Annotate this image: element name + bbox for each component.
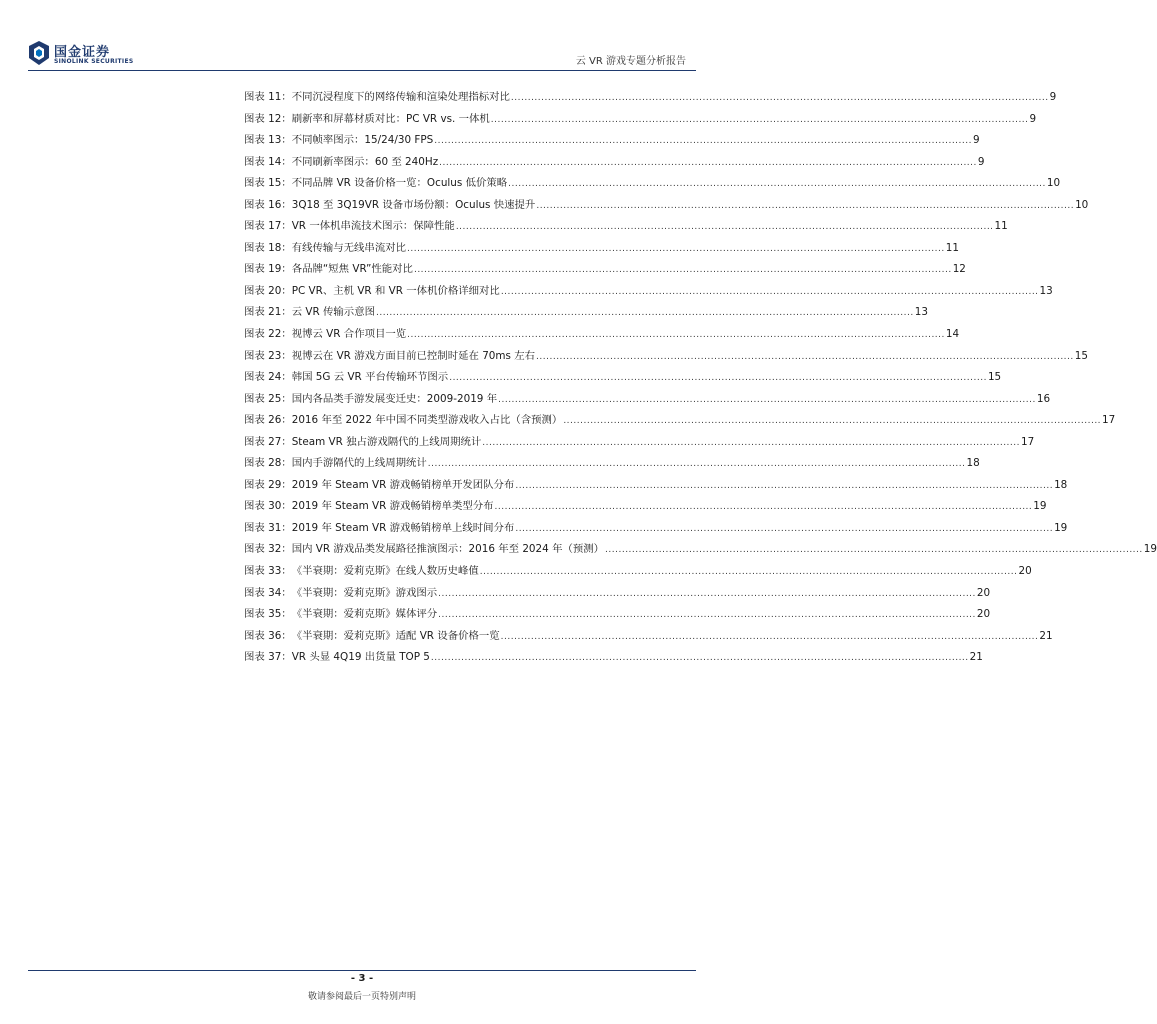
toc-leader-dots [491,115,1029,125]
toc-entry[interactable] [244,239,959,261]
toc-leader-dots [482,438,1020,448]
toc-entry-label: 图表 32： [244,543,292,556]
toc-leader-dots [501,632,1039,642]
toc-entry-title: 云 VR 传输示意图 [291,306,375,319]
toc-entry[interactable] [244,217,1008,239]
toc-entry-page: 9 [972,134,980,147]
toc-entry-page: 11 [994,220,1008,233]
toc-entry-title: 国内手游隔代的上线周期统计 [291,457,427,470]
toc-entry-title: 《半衰期：爱莉克斯》游戏图示 [291,586,438,599]
toc-entry[interactable] [244,627,1053,649]
toc-entry[interactable] [244,88,1057,110]
toc-entry-page: 17 [1021,435,1035,448]
toc-entry-label: 图表 30： [244,500,292,513]
toc-entry-page: 20 [1018,565,1032,578]
toc-leader-dots [515,481,1053,491]
toc-entry-title: 视博云 VR 合作项目一览 [291,328,407,341]
toc-entry[interactable] [244,347,1088,369]
toc-entry-label: 图表 28： [244,457,292,470]
toc-entry-page: 15 [1074,349,1088,362]
toc-entry-title: 各品牌“短焦 VR”性能对比 [291,263,413,276]
toc-entry[interactable] [244,174,1061,196]
toc-leader-dots [456,222,994,232]
toc-entry-title: 3Q18 至 3Q19VR 设备市场份额：Oculus 快速提升 [291,198,536,211]
toc-leader-dots [563,416,1101,426]
toc-entry-title: 2019 年 Steam VR 游戏畅销榜单开发团队分布 [291,478,515,491]
toc-leader-dots [414,265,952,275]
toc-entry[interactable] [244,110,1037,132]
toc-entry-title: PC VR、主机 VR 和 VR 一体机价格详细对比 [291,284,500,297]
toc-entry[interactable] [244,540,1157,562]
toc-leader-dots [536,352,1074,362]
toc-entry[interactable] [244,584,991,606]
toc-entry-page: 14 [945,328,960,341]
toc-entry-page: 19 [1143,543,1157,556]
toc-entry[interactable] [244,497,1047,519]
toc-entry-label: 图表 36： [244,629,292,642]
toc-entry[interactable] [244,303,928,325]
toc-entry-page: 9 [1049,91,1057,103]
footer-divider [28,970,696,971]
toc-entry-title: 韩国 5G 云 VR 平台传输环节图示 [291,371,449,384]
toc-entry[interactable] [244,411,1116,433]
toc-entry-title: VR 头显 4Q19 出货量 TOP 5 [291,651,430,664]
toc-entry-title: 有线传输与无线串流对比 [291,241,406,254]
toc-leader-dots [536,201,1074,211]
toc-entry[interactable] [244,131,980,153]
toc-entry-title: 2019 年 Steam VR 游戏畅销榜单类型分布 [291,500,494,513]
toc-leader-dots [439,158,977,168]
toc-leader-dots [407,330,945,340]
toc-entry-label: 图表 14： [244,155,292,168]
toc-entry-title: 国内 VR 游戏品类发展路径推演图示：2016 年至 2024 年（预测） [291,543,605,556]
toc-entry[interactable] [244,325,960,347]
toc-leader-dots [431,653,969,663]
toc-entry-page: 11 [945,241,959,254]
figure-list [244,88,1157,670]
toc-entry-title: 《半衰期：爱莉克斯》在线人数历史峰值 [291,565,479,578]
toc-entry-label: 图表 33： [244,565,292,578]
toc-entry-label: 图表 16： [244,198,292,211]
toc-entry-title: 不同帧率图示：15/24/30 FPS [291,134,434,147]
toc-entry[interactable] [244,153,985,175]
toc-entry-page: 18 [1054,478,1068,491]
toc-entry-label: 图表 22： [244,328,292,341]
toc-entry-title: 《半衰期：爱莉克斯》媒体评分 [291,608,438,621]
toc-entry-label: 图表 18： [244,241,292,254]
toc-entry-title: 刷新率和屏幕材质对比：PC VR vs. 一体机 [291,112,490,125]
toc-leader-dots [428,459,966,469]
toc-entry[interactable] [244,562,1032,584]
toc-entry-label: 图表 27： [244,435,292,448]
toc-leader-dots [407,244,945,254]
toc-entry-title: VR 一体机串流技术图示：保障性能 [291,220,455,233]
header-divider [28,70,696,71]
page-number: - 3 - [350,973,374,984]
toc-entry-page: 20 [976,586,991,599]
toc-entry[interactable] [244,390,1051,412]
toc-entry-label: 图表 19： [244,263,292,276]
toc-leader-dots [376,308,914,318]
toc-entry-label: 图表 29： [244,478,292,491]
toc-entry-label: 图表 11： [244,91,292,103]
page-header [0,0,724,80]
toc-entry-title: 国内各品类手游发展变迁史：2009-2019 年 [291,392,498,405]
brand-name-en: SINOLINK SECURITIES [54,58,134,65]
toc-entry[interactable] [244,454,980,476]
toc-leader-dots [449,373,987,383]
disclaimer-text: 敬请参阅最后一页特别声明 [307,992,416,1002]
toc-entry-title: 不同刷新率图示：60 至 240Hz [291,155,439,168]
toc-leader-dots [501,287,1039,297]
toc-leader-dots [495,502,1033,512]
toc-entry[interactable] [244,260,966,282]
toc-entry-title: 2016 年至 2022 年中国不同类型游戏收入占比（含预测） [291,414,563,427]
toc-leader-dots [480,567,1018,577]
toc-entry-label: 图表 17： [244,220,292,233]
toc-entry-title: 《半衰期：爱莉克斯》适配 VR 设备价格一览 [291,629,500,642]
toc-entry-page: 19 [1033,500,1047,513]
toc-entry-title: 不同沉浸程度下的网络传输和渲染处理指标对比 [291,91,510,103]
toc-entry[interactable] [244,196,1089,218]
toc-entry-label: 图表 34： [244,586,292,599]
toc-entry-page: 19 [1054,521,1068,534]
toc-entry[interactable] [244,282,1053,304]
toc-entry-label: 图表 35： [244,608,292,621]
toc-entry-label: 图表 15： [244,177,292,190]
toc-entry-page: 9 [977,155,985,168]
toc-entry-label: 图表 31： [244,521,292,534]
toc-leader-dots [438,589,976,599]
toc-entry-page: 16 [1036,392,1051,405]
toc-entry-label: 图表 13： [244,134,292,147]
toc-leader-dots [438,610,976,620]
toc-entry-label: 图表 20： [244,284,292,297]
toc-leader-dots [508,179,1046,189]
toc-entry-page: 13 [1039,284,1053,297]
toc-leader-dots [434,136,972,146]
toc-entry[interactable] [244,648,983,670]
toc-entry-label: 图表 24： [244,371,292,384]
toc-entry[interactable] [244,605,991,627]
toc-leader-dots [511,93,1049,103]
toc-entry-page: 9 [1029,112,1037,125]
toc-entry[interactable] [244,433,1035,455]
toc-entry-label: 图表 25： [244,392,292,405]
report-title: 云 VR 游戏专题分析报告 [575,56,686,67]
toc-entry-page: 12 [952,263,966,276]
toc-entry-label: 图表 37： [244,651,292,664]
toc-entry[interactable] [244,368,1002,390]
toc-entry-page: 17 [1102,414,1116,427]
toc-entry-label: 图表 23： [244,349,292,362]
toc-entry[interactable] [244,519,1068,541]
brand-name-cn: 国金证券 [54,45,111,60]
toc-entry-page: 21 [1039,629,1053,642]
toc-leader-dots [605,545,1143,555]
toc-leader-dots [498,395,1036,405]
toc-entry-page: 13 [914,306,928,319]
sinolink-logo-icon [28,40,50,66]
toc-entry-label: 图表 12： [244,112,292,125]
toc-entry-page: 15 [987,371,1002,384]
toc-leader-dots [515,524,1053,534]
toc-entry-title: Steam VR 独占游戏隔代的上线周期统计 [291,435,482,448]
toc-entry-title: 2019 年 Steam VR 游戏畅销榜单上线时间分布 [291,521,515,534]
toc-entry[interactable] [244,476,1068,498]
toc-entry-page: 21 [969,651,983,664]
company-logo [28,40,138,70]
toc-entry-page: 10 [1046,177,1061,190]
toc-entry-title: 不同品牌 VR 设备价格一览：Oculus 低价策略 [291,177,508,190]
toc-entry-label: 图表 21： [244,306,292,319]
toc-entry-page: 20 [976,608,991,621]
toc-entry-page: 18 [966,457,980,470]
toc-entry-page: 10 [1075,198,1089,211]
toc-entry-label: 图表 26： [244,414,292,427]
toc-entry-title: 视博云在 VR 游戏方面目前已控制时延在 70ms 左右 [291,349,536,362]
